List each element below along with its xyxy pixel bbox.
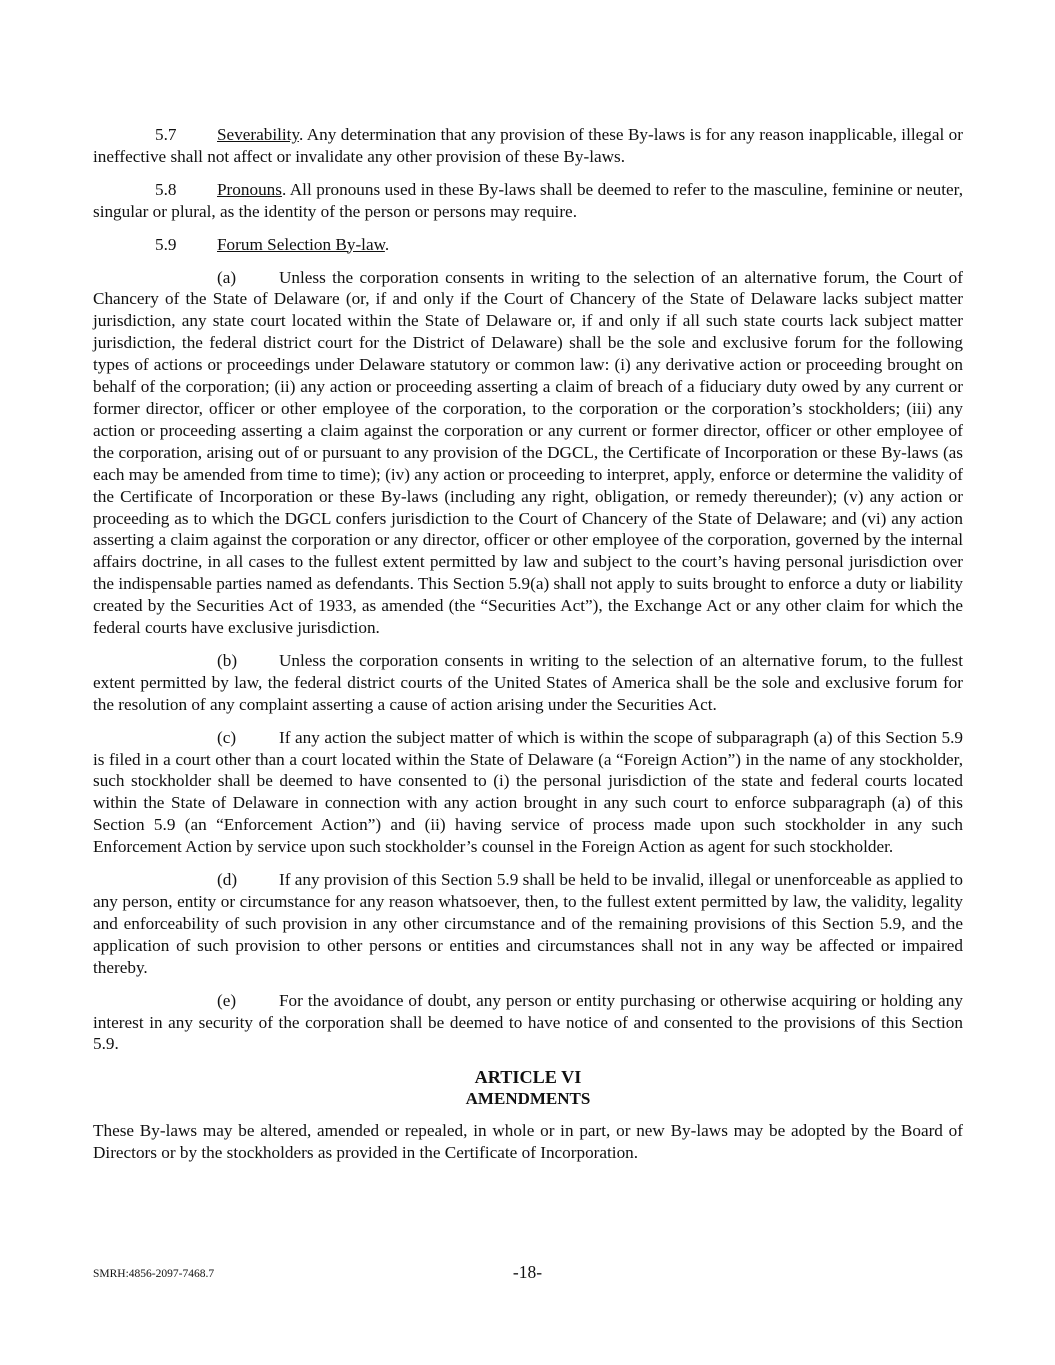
- subsection-text: Unless the corporation consents in writing to the selection of an alternative forum, the Court of Chancery of the State of Delaware (or, if and only if the Court of Chancery of the State of Delaware lacks subject matter jurisdiction, any state court located within the State of Delaware or, if and only if all such state courts lack subject matter jurisdiction, the federal district court for the District of Delaware) shall be the sole and exclusive forum for the following types of actions or proceedings under Delaware statutory or common law: (i) any derivative action or proceeding brought on behalf of the corporation; (ii) any action or proceeding asserting a claim of breach of a fiduciary duty owed by any current or former director, officer or other employee of the corporation, to the corporation or the corporation’s stockholders; (iii) any action or proceeding asserting a claim against the corporation or any current or former director, officer or other employee of the corporation, arising out of or pursuant to any provision of the DGCL, the Certificate of Incorporation or these By-laws (as each may be amended from time to time); (iv) any action or proceeding to interpret, apply, enforce or determine the validity of the Certificate of Incorporation or these By-laws (including any right, obligation, or remedy thereunder); (v) any action or proceeding as to which the DGCL confers jurisdiction to the Court of Chancery of the State of Delaware; and (vi) any action asserting a claim against the corporation or any director, officer or other employee of the corporation, governed by the internal affairs doctrine, in all cases to the fullest extent permitted by law and subject to the court’s having personal jurisdiction over the indispensable parties named as defendants. This Section 5.9(a) shall not apply to suits brought to enforce a duty or liability created by the Securities Act of 1933, as amended (the “Securities Act”), the Exchange Act or any other claim for which the federal courts have exclusive jurisdiction.: [93, 267, 963, 638]
- article-number: ARTICLE VI: [474, 1067, 582, 1088]
- subsection-text: If any provision of this Section 5.9 shall be held to be invalid, illegal or unenforceable as applied to any person, entity or circumstance for any reason whatsoever, then, to the fullest extent permitted by law, the validity, legality and enforceability of such provision in any other circumstance and of the remaining provisions of this Section 5.9, and the application of such provision to other persons or entities and circumstances shall not in any way be affected or impaired thereby.: [93, 870, 963, 977]
- subsection-a: [93, 267, 963, 639]
- subsection-label: (b): [217, 650, 238, 670]
- section-title: Severability: [217, 125, 299, 144]
- section-number: 5.7: [155, 125, 177, 144]
- section-number: 5.9: [155, 234, 177, 254]
- section-5-9: [93, 234, 963, 256]
- page-number: -18-: [512, 1262, 543, 1282]
- section-title: Pronouns: [217, 179, 282, 199]
- subsection-text: For the avoidance of doubt, any person or entity purchasing or otherwise acquiring or holding any interest in any security of the corporation shall be deemed to have notice of and consented to the provisions of this Section 5.9.: [93, 990, 963, 1054]
- subsection-label: (c): [217, 727, 237, 747]
- subsection-e: [93, 990, 963, 1056]
- document-page: [93, 124, 963, 1175]
- section-number: 5.8: [155, 179, 177, 199]
- subsection-label: (e): [217, 990, 237, 1010]
- article-title: AMENDMENTS: [465, 1089, 591, 1109]
- subsection-text: If any action the subject matter of which is within the scope of subparagraph (a) of this Section 5.9 is filed in a court other than a court located within the State of Delaware (a “Foreign Action”) in the name of any stockholder, such stockholder shall be deemed to have consented to (i) the personal jurisdiction of the state and federal courts located within the State of Delaware in connection with any action brought in any such court to enforce subparagraph (a) of this Section 5.9 (an “Enforcement Action”) and (ii) having service of process made upon such stockholder in any such Enforcement Action by service upon such stockholder’s counsel in the Foreign Action as agent for such stockholder.: [93, 727, 963, 857]
- section-title: Forum Selection By-law: [217, 234, 385, 254]
- subsection-b: [93, 650, 963, 716]
- section-5-8: [93, 179, 963, 223]
- section-text: .: [384, 234, 390, 254]
- subsection-text: Unless the corporation consents in writing to the selection of an alternative forum, to the fullest extent permitted by law, the federal district courts of the United States of America shall be the sole and exclusive forum for the resolution of any complaint asserting a cause of action arising under the Securities Act.: [93, 650, 963, 714]
- subsection-c: [93, 727, 963, 858]
- section-text: . Any determination that any provision of these By-laws is for any reason inapplicable, illegal or ineffective shall not affect or invalidate any other provision of these By-laws.: [93, 125, 963, 166]
- article-text: These By-laws may be altered, amended or repealed, in whole or in part, or new By-laws may be adopted by the Board of Directors or by the stockholders as provided in the Certificate of Incorporation.: [93, 1121, 963, 1163]
- document-id: SMRH:4856-2097-7468.7: [93, 1268, 215, 1280]
- section-text: . All pronouns used in these By-laws shall be deemed to refer to the masculine, feminine or neuter, singular or plural, as the identity of the person or persons may require.: [93, 179, 963, 221]
- subsection-d: [93, 869, 963, 979]
- section-5-7: [93, 124, 963, 168]
- subsection-label: (a): [217, 267, 237, 287]
- subsection-label: (d): [217, 870, 238, 890]
